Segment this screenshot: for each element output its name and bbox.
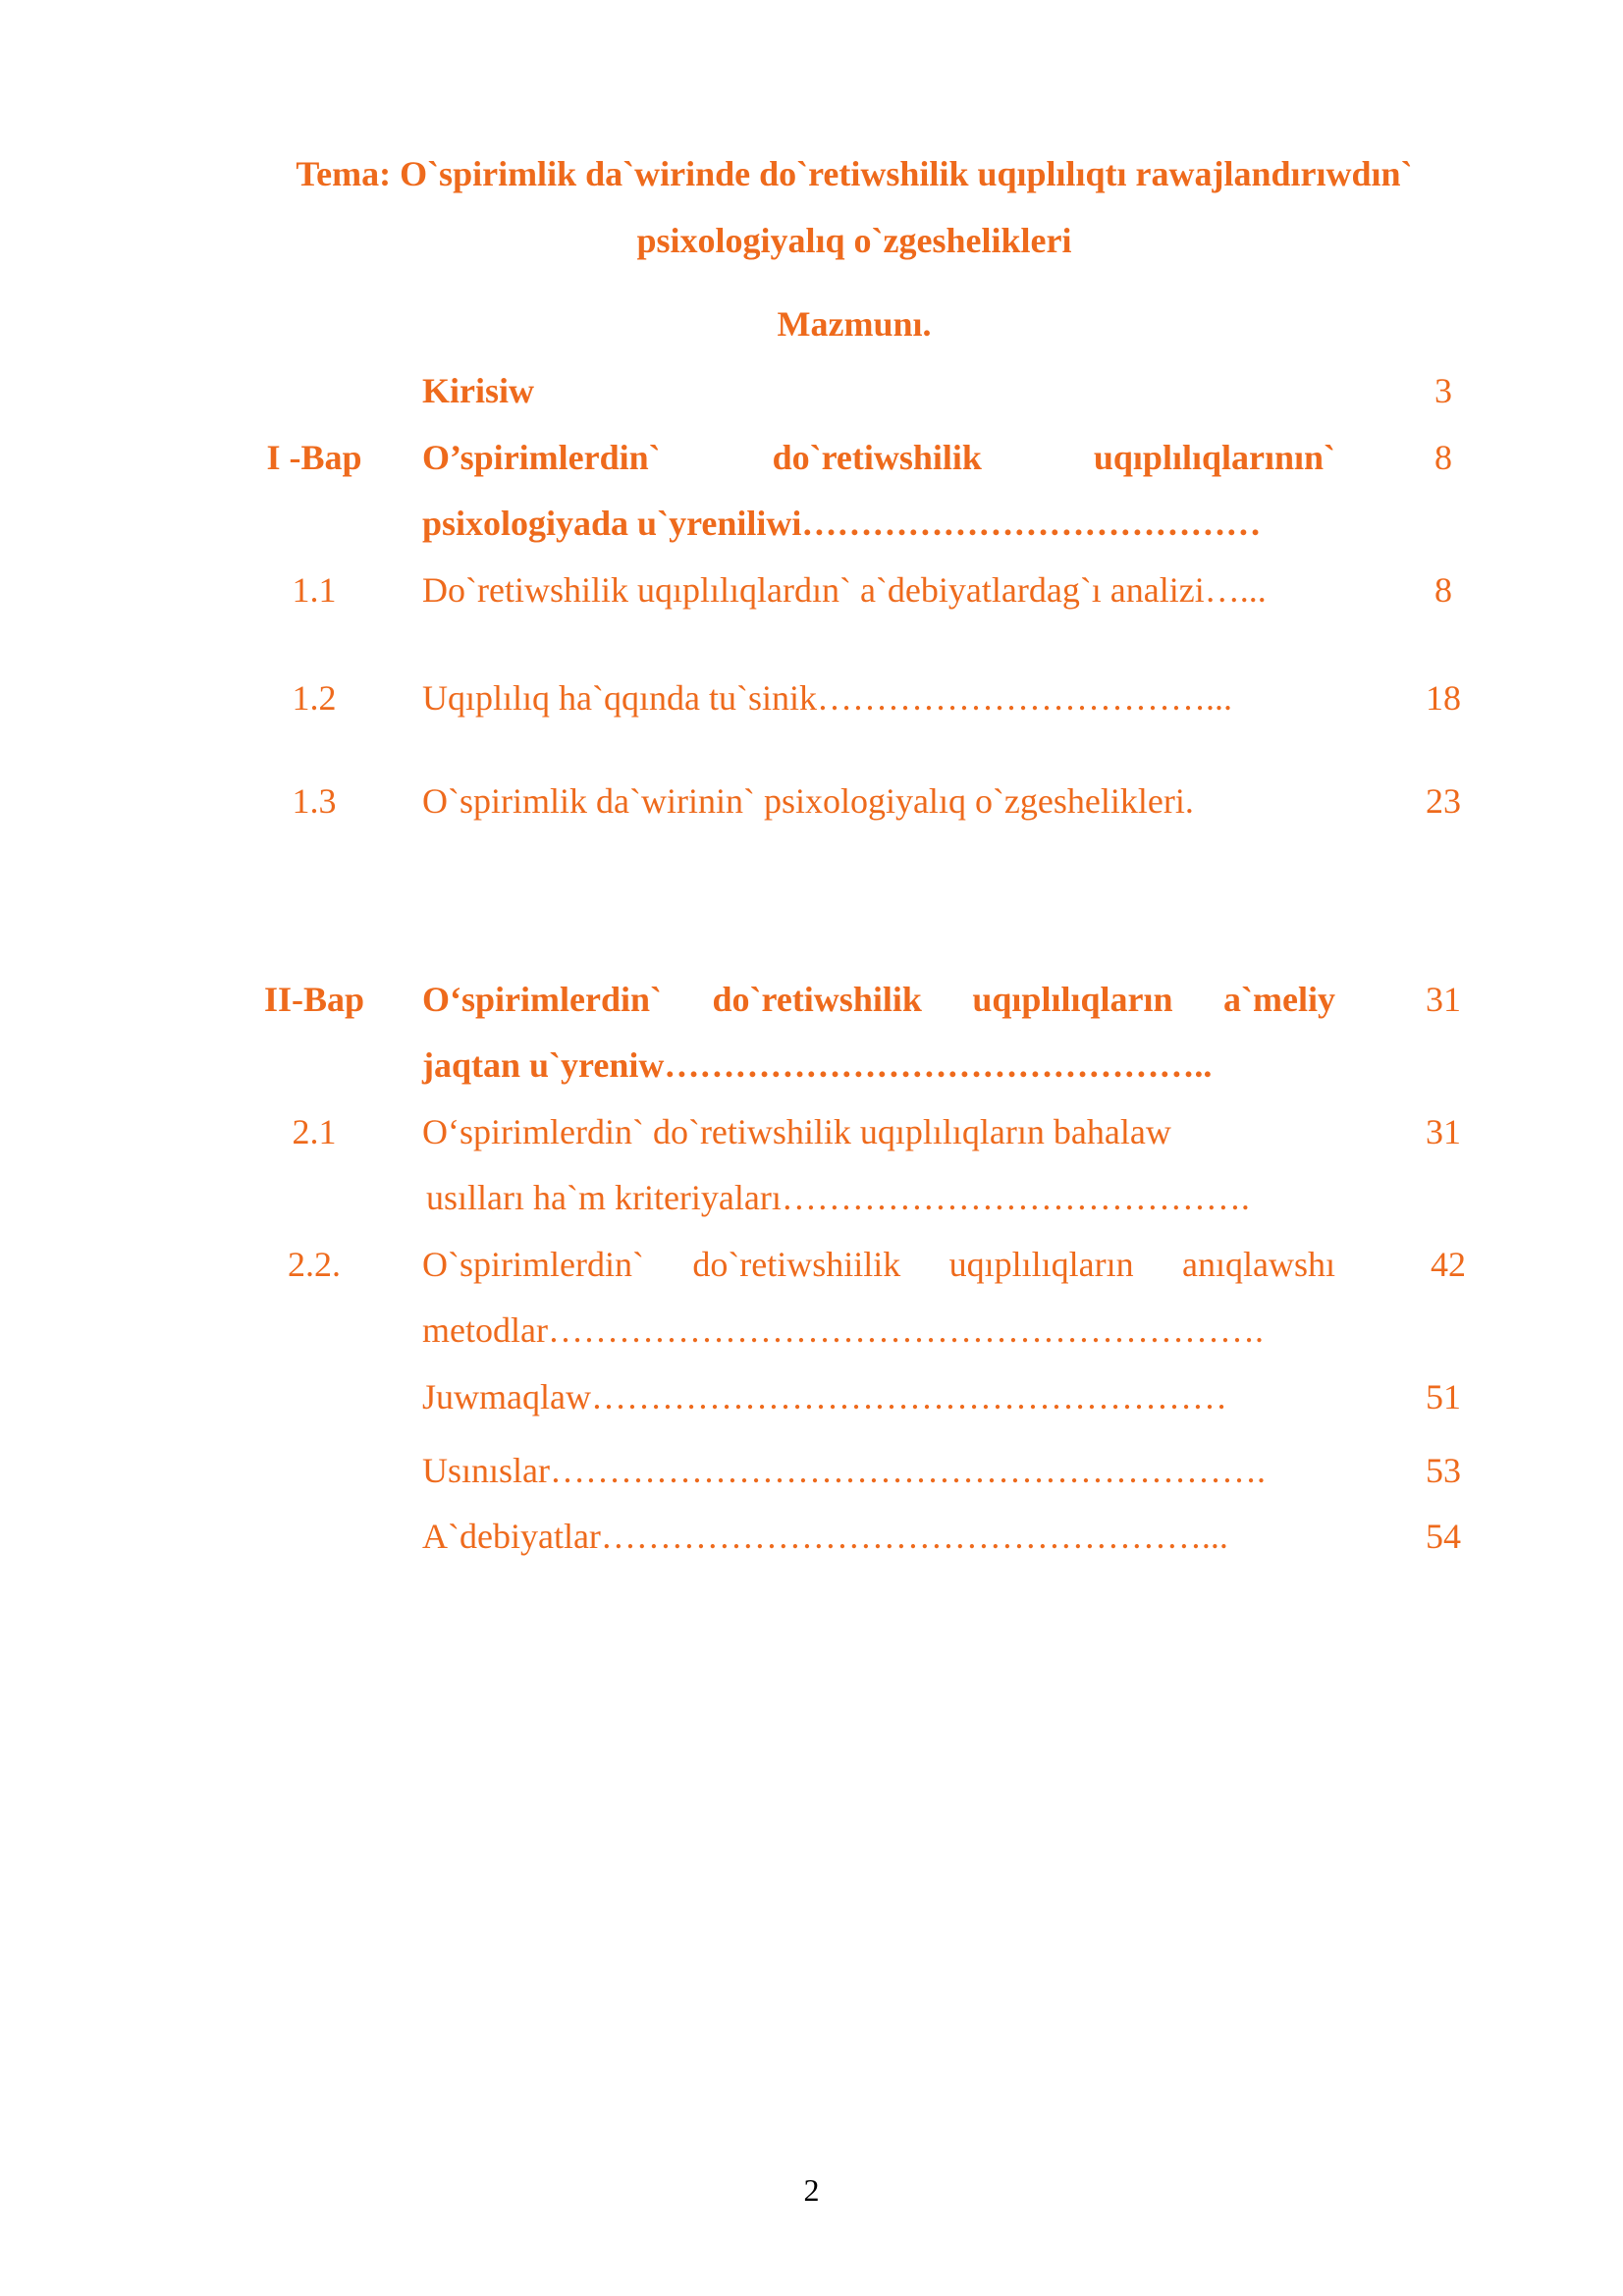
toc-section-2-2-word: O`spirimlerdin`: [422, 1245, 644, 1284]
toc-section-2-2-word: anıqlawshı: [1182, 1245, 1335, 1284]
toc-chapter2-word: O‘spirimlerdin`: [422, 980, 662, 1019]
toc-references-label: A`debiyatlar……………………………………………...: [422, 1517, 1228, 1556]
page-number: 2: [803, 2172, 820, 2208]
toc-chapter2-line2: jaqtan u`yreniw………………………………………..: [422, 1045, 1213, 1085]
toc-section-1-2-label: Uqıplılıq ha`qqında tu`sinik……………………………...: [422, 678, 1232, 718]
contents-heading: Mazmunı.: [777, 304, 932, 344]
toc-section-2-1-line2: usılları ha`m kriteriyaları………………………………….: [426, 1178, 1250, 1217]
toc-conclusion-label: Juwmaqlaw………………………………………………: [422, 1377, 1227, 1416]
toc-section-2-1-page: 31: [1426, 1112, 1461, 1151]
toc-chapter2-number: II-Bap: [263, 980, 365, 1019]
toc-section-2-2-word: do`retiwshiilik: [692, 1245, 901, 1284]
toc-chapter2-word: a`meliy: [1223, 980, 1335, 1019]
toc-chapter2-page: 31: [1426, 980, 1461, 1019]
toc-section-1-3-label: O`spirimlik da`wirinin` psixologiyalıq o`zgeshelikleri.: [422, 781, 1194, 821]
toc-chapter2-line1: [422, 980, 1335, 1019]
toc-chapter2-word: uqıplılıqların: [972, 980, 1173, 1019]
toc-references-page: 54: [1426, 1517, 1461, 1556]
toc-section-2-2-number: 2.2.: [288, 1245, 341, 1284]
toc-chapter1-word: do`retiwshilik: [772, 438, 982, 477]
toc-chapter1-page: 8: [1434, 438, 1452, 477]
toc-section-2-1-number: 2.1: [292, 1112, 337, 1151]
toc-section-1-3-number: 1.3: [292, 781, 337, 821]
title-line-2: psixologiyalıq o`zgeshelikleri: [636, 221, 1072, 260]
toc-chapter1-word: uqıplılıqlarının`: [1093, 438, 1335, 477]
toc-intro-page: 3: [1434, 371, 1452, 410]
toc-conclusion-page: 51: [1426, 1377, 1461, 1416]
toc-chapter2-word: do`retiwshilik: [712, 980, 922, 1019]
toc-section-1-1-label: Do`retiwshilik uqıplılıqlardın` a`debiyatlardag`ı analizi…...: [422, 570, 1267, 610]
toc-section-1-1-number: 1.1: [292, 570, 337, 610]
toc-section-1-2-number: 1.2: [292, 678, 337, 718]
toc-recommendations-label: Usınıslar…………………………………………………….: [422, 1451, 1266, 1490]
toc-chapter1-line2: psixologiyada u`yreniliwi…………………………………: [422, 504, 1262, 543]
toc-section-2-2-line1: [422, 1245, 1335, 1284]
toc-section-1-1-page: 8: [1434, 570, 1452, 610]
toc-section-2-2-word: uqıplılıqların: [948, 1245, 1134, 1284]
toc-chapter1-word: O’spirimlerdin`: [422, 438, 661, 477]
toc-section-1-2-page: 18: [1426, 678, 1461, 718]
toc-intro-label: Kirisiw: [422, 371, 534, 410]
toc-section-2-2-page: 42: [1431, 1245, 1466, 1284]
toc-chapter1-line1: [422, 438, 1335, 477]
toc-section-2-2-line2: metodlar…………………………………………………….: [422, 1310, 1264, 1350]
toc-section-2-1-line1: O‘spirimlerdin` do`retiwshilik uqıplılıqların bahalaw: [422, 1112, 1171, 1151]
title-line-1: Tema: O`spirimlik da`wirinde do`retiwshilik uqıplılıqtı rawajlandırıwdın`: [296, 154, 1413, 193]
toc-chapter1-number: I -Bap: [266, 438, 362, 477]
toc-section-1-3-page: 23: [1426, 781, 1461, 821]
toc-recommendations-page: 53: [1426, 1451, 1461, 1490]
